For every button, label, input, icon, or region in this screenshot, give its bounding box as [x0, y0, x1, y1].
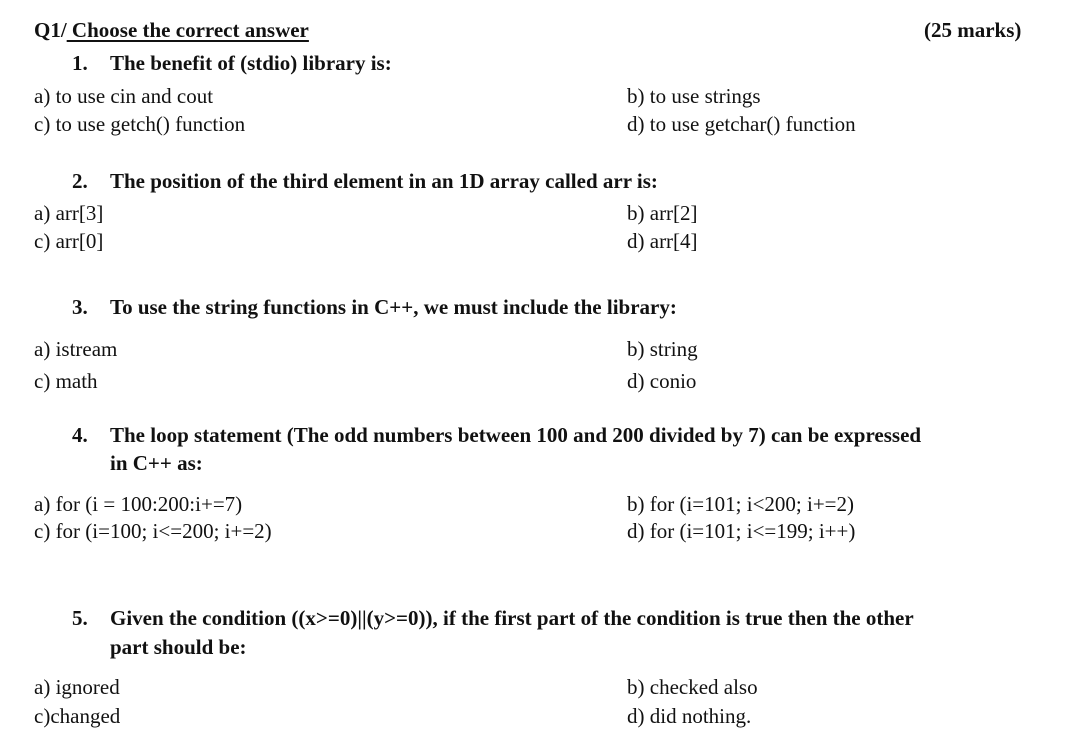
question-5: [72, 608, 914, 629]
option-d: d) did nothing.: [627, 704, 752, 728]
question-1: [72, 53, 392, 74]
question-text-continued: part should be:: [110, 635, 247, 659]
question-prefix: Q1/: [34, 18, 67, 42]
option-c: c) to use getch() function: [34, 112, 246, 136]
option-b: b) to use strings: [627, 84, 761, 108]
option-d: d) for (i=101; i<=199; i++): [627, 519, 856, 543]
option-a: a) to use cin and cout: [34, 84, 214, 108]
option-c: c) for (i=100; i<=200; i+=2): [34, 519, 272, 543]
option-a: a) arr[3]: [34, 201, 104, 225]
option-b: b) arr[2]: [627, 201, 698, 225]
marks-label: (25 marks): [924, 18, 1022, 42]
option-a: a) istream: [34, 337, 118, 361]
option-c: c) math: [34, 369, 98, 393]
question-text: The loop statement (The odd numbers between 100 and 200 divided by 7) can be expressed: [110, 423, 922, 447]
question-number: 4.: [72, 423, 88, 447]
option-c: c)changed: [34, 704, 121, 728]
question-number: 2.: [72, 169, 88, 193]
question-title: Choose the correct answer: [66, 18, 309, 42]
question-text: The benefit of (stdio) library is:: [110, 51, 392, 75]
option-b: b) checked also: [627, 675, 758, 699]
question-text-continued: in C++ as:: [110, 451, 203, 475]
question-text: The position of the third element in an 1D array called arr is:: [110, 169, 658, 193]
question-4: [72, 425, 921, 446]
option-d: d) conio: [627, 369, 697, 393]
question-3: [72, 297, 677, 318]
question-number: 5.: [72, 606, 88, 630]
option-a: a) ignored: [34, 675, 120, 699]
option-b: b) for (i=101; i<200; i+=2): [627, 492, 855, 516]
question-heading: [34, 20, 309, 41]
question-number: 3.: [72, 295, 88, 319]
question-number: 1.: [72, 51, 88, 75]
question-text: To use the string functions in C++, we must include the library:: [110, 295, 677, 319]
option-c: c) arr[0]: [34, 229, 104, 253]
option-a: a) for (i = 100:200:i+=7): [34, 492, 243, 516]
question-2: [72, 171, 658, 192]
option-d: d) to use getchar() function: [627, 112, 856, 136]
option-d: d) arr[4]: [627, 229, 698, 253]
question-text: Given the condition ((x>=0)||(y>=0)), if the first part of the condition is true then the other: [110, 606, 914, 630]
option-b: b) string: [627, 337, 698, 361]
